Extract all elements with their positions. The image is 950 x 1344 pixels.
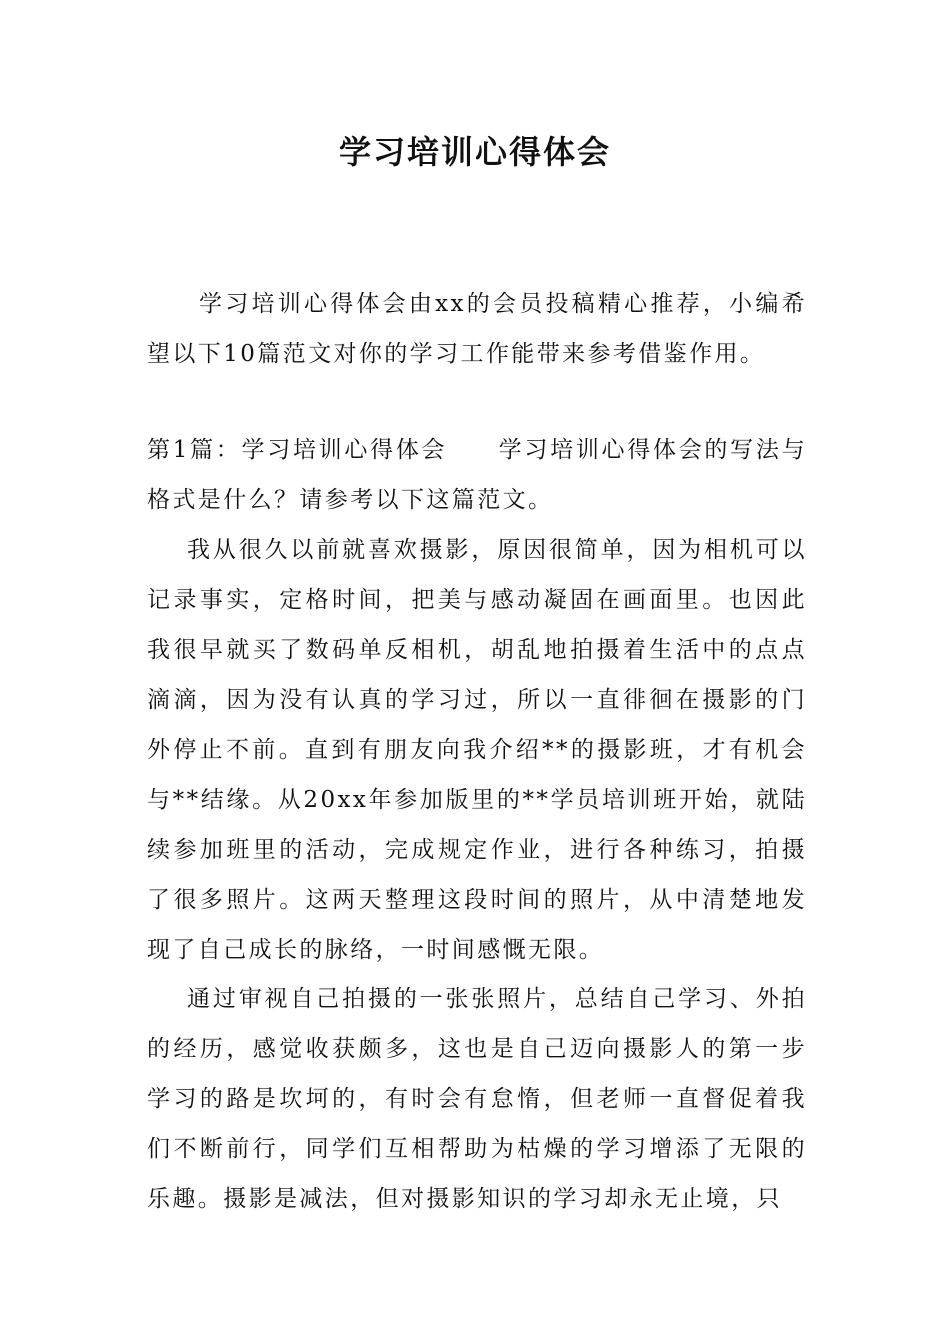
body-paragraph-2: 通过审视自己拍摄的一张张照片，总结自己学习、外拍的经历，感觉收获颇多，这也是自己迈向摄影人的第一步学习的路是坎坷的，有时会有怠惰，但老师一直督促着我们不断前行，同学们互相帮助为枯燥的学习增添了无限的乐趣。摄影是减法，但对摄影知识的学习却永无止境，只 <box>147 986 807 1212</box>
section-heading-paragraph: 第1篇：学习培训心得体会 学习培训心得体会的写法与格式是什么？请参考以下这篇范文。 <box>147 437 807 513</box>
body-paragraph-1: 我从很久以前就喜欢摄影，原因很简单，因为相机可以记录事实，定格时间，把美与感动凝固在画面里。也因此我很早就买了数码单反相机，胡乱地拍摄着生活中的点点滴滴，因为没有认真的学习过，所以一直徘徊在摄影的门外停止不前。直到有朋友向我介绍**的摄影班，才有机会与**结缘。从20xx年参加版里的**学员培训班开始，就陆续参加班里的活动，完成规定作业，进行各种练习，拍摄了很多照片。这两天整理这段时间的照片，从中清楚地发现了自己成长的脉络，一时间感慨无限。 <box>147 537 807 963</box>
intro-paragraph: 学习培训心得体会由xx的会员投稿精心推荐，小编希望以下10篇范文对你的学习工作能带来参考借鉴作用。 <box>147 291 807 367</box>
document-title: 学习培训心得体会 <box>338 133 611 171</box>
